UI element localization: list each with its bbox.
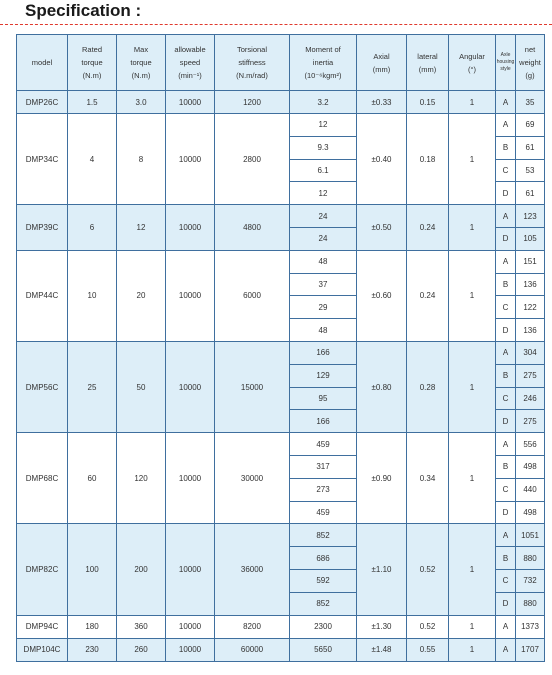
allowable-speed-cell: 10000 <box>166 524 215 615</box>
torsional-stiffness-cell: 36000 <box>215 524 290 615</box>
column-header-line: (mm) <box>372 64 391 74</box>
axial-cell: ±0.90 <box>357 433 407 524</box>
max-torque-cell: 12 <box>117 205 166 251</box>
moment-of-inertia-cell: 95 <box>290 387 357 410</box>
axle-housing-style-cell: B <box>496 136 516 159</box>
axial-cell: ±1.10 <box>357 524 407 615</box>
moment-of-inertia-cell: 852 <box>290 524 357 547</box>
net-weight-cell: 880 <box>516 592 545 615</box>
torsional-stiffness-cell: 4800 <box>215 205 290 251</box>
max-torque-cell: 360 <box>117 615 166 638</box>
axle-housing-style-cell: D <box>496 319 516 342</box>
lateral-cell: 0.52 <box>407 615 449 638</box>
net-weight-cell: 136 <box>516 273 545 296</box>
net-weight-cell: 136 <box>516 319 545 342</box>
angular-cell: 1 <box>449 91 496 114</box>
column-header-max-torque <box>117 35 166 91</box>
table-row <box>17 114 545 137</box>
allowable-speed-cell: 10000 <box>166 114 215 205</box>
allowable-speed-cell: 10000 <box>166 205 215 251</box>
net-weight-cell: 246 <box>516 387 545 410</box>
allowable-speed-cell: 10000 <box>166 91 215 114</box>
lateral-cell: 0.28 <box>407 341 449 432</box>
moment-of-inertia-cell: 5650 <box>290 638 357 661</box>
column-header-line: (min⁻¹) <box>178 71 202 80</box>
net-weight-cell: 1373 <box>516 615 545 638</box>
lateral-cell: 0.24 <box>407 205 449 251</box>
net-weight-cell: 275 <box>516 410 545 433</box>
moment-of-inertia-cell: 3.2 <box>290 91 357 114</box>
column-header-line: weight <box>519 58 541 67</box>
allowable-speed-cell: 10000 <box>166 433 215 524</box>
model-cell: DMP94C <box>17 615 68 638</box>
column-header-line: torque <box>81 58 103 67</box>
column-header-line: style <box>500 66 511 72</box>
moment-of-inertia-cell: 12 <box>290 182 357 205</box>
column-header-line: (g) <box>525 71 535 80</box>
column-header-line: (mm) <box>418 64 437 74</box>
torsional-stiffness-cell: 1200 <box>215 91 290 114</box>
title-divider <box>0 24 552 25</box>
model-cell: DMP56C <box>17 341 68 432</box>
column-header-line: Rated <box>81 45 102 54</box>
allowable-speed-cell: 10000 <box>166 341 215 432</box>
lateral-cell: 0.34 <box>407 433 449 524</box>
net-weight-cell: 498 <box>516 501 545 524</box>
max-torque-cell: 200 <box>117 524 166 615</box>
column-header-line: allowable <box>174 45 206 54</box>
axle-housing-style-cell: D <box>496 410 516 433</box>
axle-housing-style-cell: A <box>496 524 516 547</box>
axial-cell: ±0.50 <box>357 205 407 251</box>
moment-of-inertia-cell: 273 <box>290 478 357 501</box>
net-weight-cell: 61 <box>516 182 545 205</box>
table-header <box>17 35 545 91</box>
max-torque-cell: 50 <box>117 341 166 432</box>
angular-cell: 1 <box>449 341 496 432</box>
axial-cell: ±1.30 <box>357 615 407 638</box>
column-header-axle-housing-style <box>496 35 516 91</box>
net-weight-cell: 440 <box>516 478 545 501</box>
model-cell: DMP34C <box>17 114 68 205</box>
column-header-line: model <box>31 58 53 67</box>
column-header-line: Moment of <box>305 45 341 54</box>
column-header-line: inertia <box>312 58 334 67</box>
angular-cell: 1 <box>449 114 496 205</box>
lateral-cell: 0.18 <box>407 114 449 205</box>
net-weight-cell: 69 <box>516 114 545 137</box>
net-weight-cell: 275 <box>516 364 545 387</box>
torsional-stiffness-cell: 8200 <box>215 615 290 638</box>
net-weight-cell: 498 <box>516 455 545 478</box>
column-header-line: Angular <box>459 51 485 61</box>
rated-torque-cell: 4 <box>68 114 117 205</box>
page-title: Specification : <box>25 1 142 20</box>
moment-of-inertia-cell: 48 <box>290 250 357 273</box>
axial-cell: ±1.48 <box>357 638 407 661</box>
axle-housing-style-cell: A <box>496 341 516 364</box>
rated-torque-cell: 100 <box>68 524 117 615</box>
axial-cell: ±0.60 <box>357 250 407 341</box>
moment-of-inertia-cell: 29 <box>290 296 357 319</box>
axle-housing-style-cell: D <box>496 182 516 205</box>
axle-housing-style-cell: D <box>496 227 516 250</box>
angular-cell: 1 <box>449 250 496 341</box>
table-row <box>17 91 545 114</box>
axle-housing-style-cell: A <box>496 114 516 137</box>
header-row <box>17 35 545 91</box>
moment-of-inertia-cell: 12 <box>290 114 357 137</box>
table-row <box>17 433 545 456</box>
axle-housing-style-cell: C <box>496 296 516 319</box>
moment-of-inertia-cell: 129 <box>290 364 357 387</box>
column-header-torsional-stiffness <box>215 35 290 91</box>
axle-housing-style-cell: B <box>496 364 516 387</box>
column-header-model <box>17 35 68 91</box>
model-cell: DMP82C <box>17 524 68 615</box>
net-weight-cell: 1051 <box>516 524 545 547</box>
moment-of-inertia-cell: 459 <box>290 433 357 456</box>
rated-torque-cell: 1.5 <box>68 91 117 114</box>
allowable-speed-cell: 10000 <box>166 615 215 638</box>
table-row <box>17 615 545 638</box>
moment-of-inertia-cell: 459 <box>290 501 357 524</box>
column-header-line: net <box>524 45 536 54</box>
axle-housing-style-cell: A <box>496 91 516 114</box>
moment-of-inertia-cell: 24 <box>290 205 357 228</box>
angular-cell: 1 <box>449 638 496 661</box>
column-header-line: (N.m) <box>82 71 102 80</box>
net-weight-cell: 105 <box>516 227 545 250</box>
net-weight-cell: 732 <box>516 569 545 592</box>
max-torque-cell: 8 <box>117 114 166 205</box>
torsional-stiffness-cell: 2800 <box>215 114 290 205</box>
moment-of-inertia-cell: 37 <box>290 273 357 296</box>
axle-housing-style-cell: B <box>496 273 516 296</box>
column-header-angular <box>449 35 496 91</box>
moment-of-inertia-cell: 592 <box>290 569 357 592</box>
column-header-line: (N.m/rad) <box>236 71 268 80</box>
column-header-line: Axle <box>500 52 511 58</box>
axle-housing-style-cell: A <box>496 205 516 228</box>
axle-housing-style-cell: D <box>496 501 516 524</box>
column-header-line: Torsional <box>236 45 267 54</box>
axle-housing-style-cell: C <box>496 478 516 501</box>
moment-of-inertia-cell: 2300 <box>290 615 357 638</box>
table-row <box>17 205 545 228</box>
moment-of-inertia-cell: 24 <box>290 227 357 250</box>
max-torque-cell: 20 <box>117 250 166 341</box>
lateral-cell: 0.55 <box>407 638 449 661</box>
column-header-line: housing <box>496 59 515 65</box>
model-cell: DMP39C <box>17 205 68 251</box>
torsional-stiffness-cell: 6000 <box>215 250 290 341</box>
axle-housing-style-cell: A <box>496 250 516 273</box>
net-weight-cell: 61 <box>516 136 545 159</box>
column-header-axial <box>357 35 407 91</box>
column-header-line: (10⁻⁶kgm²) <box>304 71 342 80</box>
axle-housing-style-cell: A <box>496 638 516 661</box>
rated-torque-cell: 6 <box>68 205 117 251</box>
max-torque-cell: 260 <box>117 638 166 661</box>
column-header-line: (°) <box>468 64 476 74</box>
net-weight-cell: 35 <box>516 91 545 114</box>
moment-of-inertia-cell: 166 <box>290 341 357 364</box>
axle-housing-style-cell: D <box>496 592 516 615</box>
axle-housing-style-cell: B <box>496 547 516 570</box>
torsional-stiffness-cell: 15000 <box>215 341 290 432</box>
rated-torque-cell: 180 <box>68 615 117 638</box>
net-weight-cell: 556 <box>516 433 545 456</box>
column-header-allowable-speed <box>166 35 215 91</box>
model-cell: DMP68C <box>17 433 68 524</box>
axle-housing-style-cell: A <box>496 615 516 638</box>
moment-of-inertia-cell: 48 <box>290 319 357 342</box>
column-header-line: (N.m) <box>131 71 151 80</box>
net-weight-cell: 304 <box>516 341 545 364</box>
column-header-net-weight <box>516 35 545 91</box>
table-body <box>17 91 545 662</box>
axle-housing-style-cell: C <box>496 569 516 592</box>
moment-of-inertia-cell: 317 <box>290 455 357 478</box>
axial-cell: ±0.33 <box>357 91 407 114</box>
axial-cell: ±0.40 <box>357 114 407 205</box>
max-torque-cell: 120 <box>117 433 166 524</box>
table-row <box>17 638 545 661</box>
axle-housing-style-cell: A <box>496 433 516 456</box>
moment-of-inertia-cell: 166 <box>290 410 357 433</box>
axial-cell: ±0.80 <box>357 341 407 432</box>
moment-of-inertia-cell: 852 <box>290 592 357 615</box>
column-header-moment-of-inertia <box>290 35 357 91</box>
torsional-stiffness-cell: 60000 <box>215 638 290 661</box>
model-cell: DMP44C <box>17 250 68 341</box>
net-weight-cell: 53 <box>516 159 545 182</box>
axle-housing-style-cell: B <box>496 455 516 478</box>
table-row <box>17 524 545 547</box>
rated-torque-cell: 25 <box>68 341 117 432</box>
column-header-line: Axial <box>373 51 390 61</box>
rated-torque-cell: 10 <box>68 250 117 341</box>
axle-housing-style-cell: C <box>496 387 516 410</box>
angular-cell: 1 <box>449 205 496 251</box>
axle-housing-style-cell: C <box>496 159 516 182</box>
moment-of-inertia-cell: 9.3 <box>290 136 357 159</box>
angular-cell: 1 <box>449 433 496 524</box>
net-weight-cell: 151 <box>516 250 545 273</box>
angular-cell: 1 <box>449 524 496 615</box>
net-weight-cell: 122 <box>516 296 545 319</box>
lateral-cell: 0.24 <box>407 250 449 341</box>
column-header-line: Max <box>133 45 149 54</box>
moment-of-inertia-cell: 686 <box>290 547 357 570</box>
model-cell: DMP104C <box>17 638 68 661</box>
allowable-speed-cell: 10000 <box>166 250 215 341</box>
rated-torque-cell: 60 <box>68 433 117 524</box>
column-header-line: torque <box>130 58 152 67</box>
allowable-speed-cell: 10000 <box>166 638 215 661</box>
table-row <box>17 250 545 273</box>
max-torque-cell: 3.0 <box>117 91 166 114</box>
rated-torque-cell: 230 <box>68 638 117 661</box>
moment-of-inertia-cell: 6.1 <box>290 159 357 182</box>
net-weight-cell: 880 <box>516 547 545 570</box>
table-row <box>17 341 545 364</box>
specification-table <box>16 34 545 662</box>
angular-cell: 1 <box>449 615 496 638</box>
torsional-stiffness-cell: 30000 <box>215 433 290 524</box>
column-header-line: lateral <box>417 51 438 61</box>
column-header-line: speed <box>179 58 201 67</box>
column-header-rated-torque <box>68 35 117 91</box>
lateral-cell: 0.52 <box>407 524 449 615</box>
model-cell: DMP26C <box>17 91 68 114</box>
column-header-line: stiffness <box>238 58 266 67</box>
net-weight-cell: 123 <box>516 205 545 228</box>
lateral-cell: 0.15 <box>407 91 449 114</box>
column-header-lateral <box>407 35 449 91</box>
net-weight-cell: 1707 <box>516 638 545 661</box>
